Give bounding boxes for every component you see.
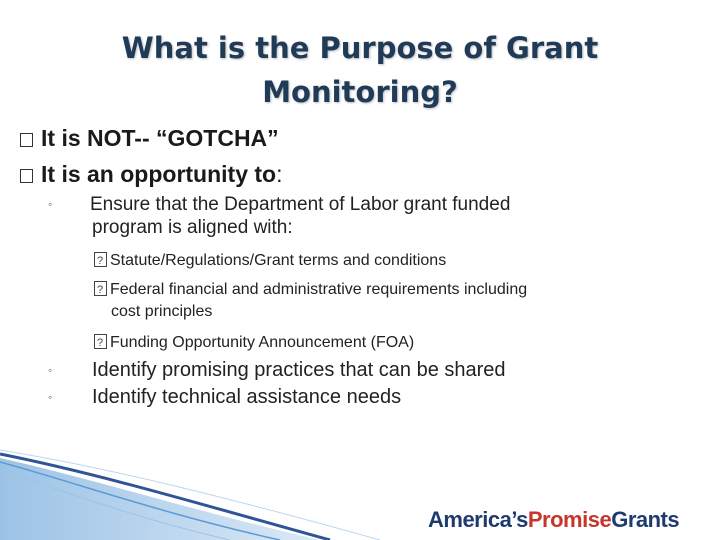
sub-bullet-text: Identify technical assistance needs xyxy=(92,386,402,408)
decorative-wave-graphic xyxy=(0,440,420,540)
sub-sub-bullet-text: Funding Opportunity Announcement (FOA) xyxy=(110,334,415,351)
slide-title xyxy=(110,26,610,114)
logo-text-americas: America’s xyxy=(428,507,528,532)
circle-bullet-icon: ◦ xyxy=(48,363,53,377)
sub-sub-bullet-text-continued: cost principles xyxy=(111,303,213,320)
checkbox-bullet-icon xyxy=(20,133,33,147)
bullet-opportunity xyxy=(20,160,282,188)
americas-promise-grants-logo xyxy=(428,507,679,533)
sub-bullet-ensure xyxy=(48,193,628,239)
missing-glyph-icon xyxy=(94,281,107,296)
sub-bullet-text: Ensure that the Department of Labor grant funded xyxy=(90,194,511,215)
logo-text-promise: Promise xyxy=(527,507,612,532)
sub-bullet-text: Identify promising practices that can be shared xyxy=(92,359,506,381)
bullet-not-gotcha xyxy=(20,124,279,152)
sub-bullet-promising xyxy=(48,359,628,382)
sub-sub-bullet-federal xyxy=(94,279,694,323)
missing-glyph-icon xyxy=(94,252,107,267)
sub-sub-bullet-text: Statute/Regulations/Grant terms and conditions xyxy=(110,252,447,269)
sub-sub-bullet-text: Federal financial and administrative requirements including xyxy=(110,281,528,298)
sub-bullet-text-continued: program is aligned with: xyxy=(92,217,293,238)
bullet-text: It is NOT-- “GOTCHA” xyxy=(41,125,279,151)
checkbox-bullet-icon xyxy=(20,169,33,183)
sub-sub-bullet-statute xyxy=(94,250,694,272)
title-line-1: What is the Purpose of Grant xyxy=(121,31,599,65)
logo-text-grants: Grants xyxy=(611,507,680,532)
title-line-2: Monitoring? xyxy=(262,75,458,109)
circle-bullet-icon: ◦ xyxy=(48,197,53,211)
bullet-text: It is an opportunity to xyxy=(41,161,277,187)
circle-bullet-icon: ◦ xyxy=(48,390,53,404)
missing-glyph-icon xyxy=(94,334,107,349)
sub-bullet-technical xyxy=(48,386,628,409)
sub-sub-bullet-foa xyxy=(94,332,694,354)
bullet-colon: : xyxy=(276,161,283,187)
